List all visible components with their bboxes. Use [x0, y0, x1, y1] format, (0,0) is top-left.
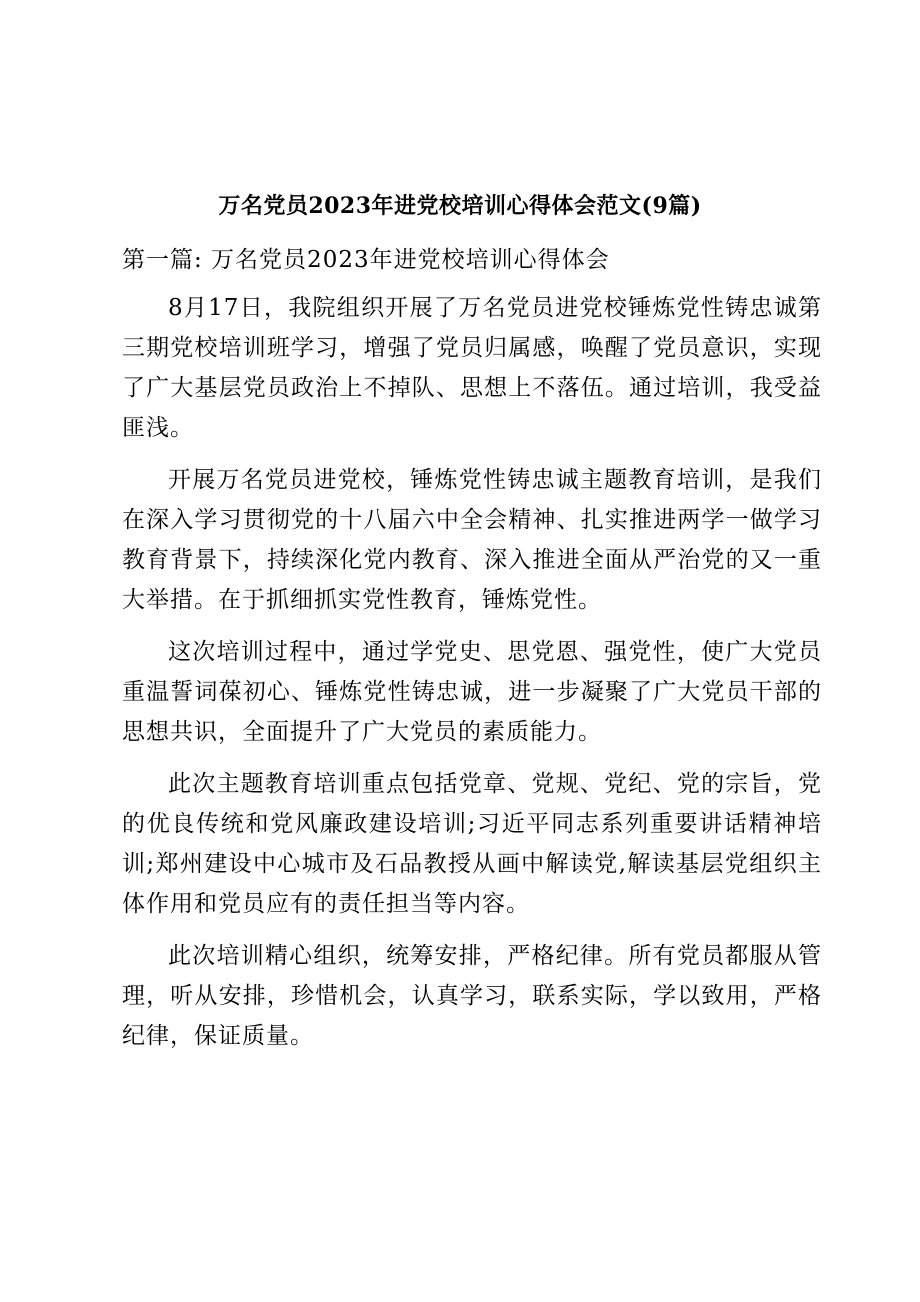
paragraph-1: 8月17日，我院组织开展了万名党员进党校锤炼党性铸忠诚第三期党校培训班学习，增强了党员归属感，唤醒了党员意识，实现了广大基层党员政治上不掉队、思想上不落伍。通过培训，我受益匪浅。: [122, 295, 822, 441]
paragraph-5: 此次培训精心组织，统筹安排，严格纪律。所有党员都服从管理，听从安排，珍惜机会，认真学习，联系实际，学以致用，严格纪律，保证质量。: [122, 943, 822, 1049]
document-body: [122, 240, 822, 1068]
paragraph-3: 这次培训过程中，通过学党史、思党恩、强党性，使广大党员重温誓词葆初心、锤炼党性铸忠诚，进一步凝聚了广大党员干部的思想共识，全面提升了广大党员的素质能力。: [122, 639, 822, 745]
section-heading: 第一篇: 万名党员2023年进党校培训心得体会: [122, 247, 610, 273]
paragraph-4: 此次主题教育培训重点包括党章、党规、党纪、党的宗旨，党的优良传统和党风廉政建设培训;习近平同志系列重要讲话精神培训;郑州建设中心城市及石品教授从画中解读党,解读基层党组织主体作用和党员应有的责任担当等内容。: [122, 771, 822, 917]
document-title: 万名党员2023年进党校培训心得体会范文(9篇): [218, 193, 702, 219]
paragraph-2: 开展万名党员进党校，锤炼党性铸忠诚主题教育培训，是我们在深入学习贯彻党的十八届六中全会精神、扎实推进两学一做学习教育背景下，持续深化党内教育、深入推进全面从严治党的又一重大举措。在于抓细抓实党性教育，锤炼党性。: [122, 467, 822, 613]
